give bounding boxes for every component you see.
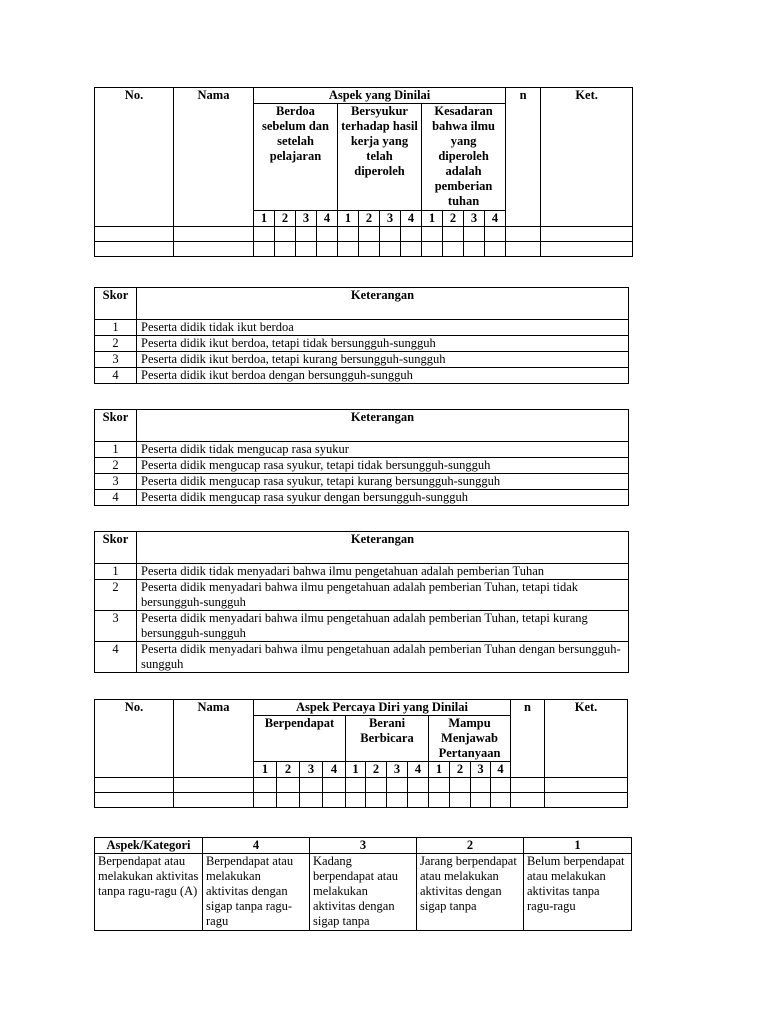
aspek-berani-berbicara: Berani Berbicara (346, 716, 429, 762)
kategori-cell: Berpendapat atau melakukan aktivitas dengan sigap tanpa ragu-ragu (203, 854, 310, 931)
kategori-header: Aspek/Kategori (95, 838, 203, 854)
keterangan-value: Peserta didik mengucap rasa syukur, tetapi tidak bersungguh-sungguh (137, 458, 629, 474)
skor-value: 2 (95, 458, 137, 474)
table-row (95, 458, 629, 474)
table-row (95, 320, 629, 336)
table-row (95, 490, 629, 506)
score-label: 2 (277, 762, 300, 778)
skor-table-kesadaran (94, 531, 629, 673)
score-label: 2 (366, 762, 387, 778)
assessment-table-spiritual (94, 87, 633, 257)
score-label: 1 (422, 211, 443, 227)
skor-value: 3 (95, 474, 137, 490)
score-label: 1 (429, 762, 450, 778)
table-row (95, 368, 629, 384)
score-label: 3 (471, 762, 491, 778)
skor-header: Skor (95, 288, 137, 320)
keterangan-value: Peserta didik tidak ikut berdoa (137, 320, 629, 336)
kategori-header: 2 (417, 838, 524, 854)
score-label: 2 (275, 211, 296, 227)
table-row (95, 227, 633, 242)
score-label: 1 (338, 211, 359, 227)
skor-value: 1 (95, 320, 137, 336)
skor-value: 2 (95, 336, 137, 352)
skor-header: Skor (95, 532, 137, 564)
aspek-bersyukur: Bersyukur terhadap hasil kerja yang telah diperoleh (338, 104, 422, 211)
col-no-header: No. (95, 700, 174, 778)
score-label: 3 (387, 762, 408, 778)
score-label: 4 (485, 211, 506, 227)
table-row (95, 580, 629, 611)
table-row (95, 611, 629, 642)
aspek-berpendapat: Berpendapat (254, 716, 346, 762)
keterangan-value: Peserta didik menyadari bahwa ilmu pengetahuan adalah pemberian Tuhan, tetapi kurang bersungguh-sungguh (137, 611, 629, 642)
aspek-kesadaran: Kesadaran bahwa ilmu yang diperoleh adalah pemberian tuhan (422, 104, 506, 211)
score-label: 1 (346, 762, 366, 778)
table-row (95, 352, 629, 368)
assessment-table-percaya-diri (94, 699, 628, 808)
skor-value: 3 (95, 352, 137, 368)
keterangan-value: Peserta didik ikut berdoa, tetapi tidak bersungguh-sungguh (137, 336, 629, 352)
table-row (95, 793, 628, 808)
aspek-berdoa: Berdoa sebelum dan setelah pelajaran (254, 104, 338, 211)
score-label: 4 (401, 211, 422, 227)
score-label: 3 (380, 211, 401, 227)
table-row (95, 242, 633, 257)
col-n-header: n (511, 700, 545, 778)
keterangan-header: Keterangan (137, 288, 629, 320)
table-row (95, 642, 629, 673)
table-row (95, 336, 629, 352)
keterangan-value: Peserta didik menyadari bahwa ilmu pengetahuan adalah pemberian Tuhan dengan bersungguh-sungguh (137, 642, 629, 673)
skor-table-berdoa (94, 287, 629, 384)
score-label: 4 (408, 762, 429, 778)
score-label: 2 (359, 211, 380, 227)
score-label: 4 (491, 762, 511, 778)
table-row (95, 474, 629, 490)
table-row (95, 778, 628, 793)
keterangan-value: Peserta didik ikut berdoa dengan bersungguh-sungguh (137, 368, 629, 384)
keterangan-value: Peserta didik menyadari bahwa ilmu pengetahuan adalah pemberian Tuhan, tetapi tidak bersungguh-sungguh (137, 580, 629, 611)
skor-value: 1 (95, 442, 137, 458)
aspek-mampu-menjawab: Mampu Menjawab Pertanyaan (429, 716, 511, 762)
kategori-cell: Kadang berpendapat atau melakukan aktivitas dengan sigap tanpa (310, 854, 417, 931)
score-label: 1 (254, 762, 277, 778)
keterangan-value: Peserta didik ikut berdoa, tetapi kurang bersungguh-sungguh (137, 352, 629, 368)
score-label: 3 (464, 211, 485, 227)
keterangan-value: Peserta didik tidak menyadari bahwa ilmu pengetahuan adalah pemberian Tuhan (137, 564, 629, 580)
table-row (95, 854, 632, 931)
keterangan-value: Peserta didik mengucap rasa syukur, tetapi kurang bersungguh-sungguh (137, 474, 629, 490)
score-label: 4 (317, 211, 338, 227)
kategori-cell: Jarang berpendapat atau melakukan aktivitas dengan sigap tanpa (417, 854, 524, 931)
table-row (95, 564, 629, 580)
score-label: 2 (443, 211, 464, 227)
kategori-cell: Belum berpendapat atau melakukan aktivitas tanpa ragu-ragu (524, 854, 632, 931)
kategori-table (94, 837, 632, 931)
kategori-header: 4 (203, 838, 310, 854)
kategori-cell: Berpendapat atau melakukan aktivitas tanpa ragu-ragu (A) (95, 854, 203, 931)
col-nama-header: Nama (174, 88, 254, 227)
col-ket-header: Ket. (545, 700, 628, 778)
score-label: 3 (296, 211, 317, 227)
kategori-header: 3 (310, 838, 417, 854)
col-n-header: n (506, 88, 541, 227)
skor-value: 1 (95, 564, 137, 580)
skor-value: 4 (95, 368, 137, 384)
skor-value: 3 (95, 611, 137, 642)
skor-header: Skor (95, 410, 137, 442)
skor-value: 2 (95, 580, 137, 611)
col-no-header: No. (95, 88, 174, 227)
skor-value: 4 (95, 490, 137, 506)
score-label: 4 (323, 762, 346, 778)
score-label: 1 (254, 211, 275, 227)
keterangan-header: Keterangan (137, 410, 629, 442)
skor-table-bersyukur (94, 409, 629, 506)
table-row (95, 442, 629, 458)
col-aspek-header: Aspek Percaya Diri yang Dinilai (254, 700, 511, 716)
col-aspek-header: Aspek yang Dinilai (254, 88, 506, 104)
col-nama-header: Nama (174, 700, 254, 778)
keterangan-header: Keterangan (137, 532, 629, 564)
col-ket-header: Ket. (541, 88, 633, 227)
score-label: 2 (450, 762, 471, 778)
skor-value: 4 (95, 642, 137, 673)
keterangan-value: Peserta didik mengucap rasa syukur dengan bersungguh-sungguh (137, 490, 629, 506)
kategori-header: 1 (524, 838, 632, 854)
keterangan-value: Peserta didik tidak mengucap rasa syukur (137, 442, 629, 458)
score-label: 3 (300, 762, 323, 778)
